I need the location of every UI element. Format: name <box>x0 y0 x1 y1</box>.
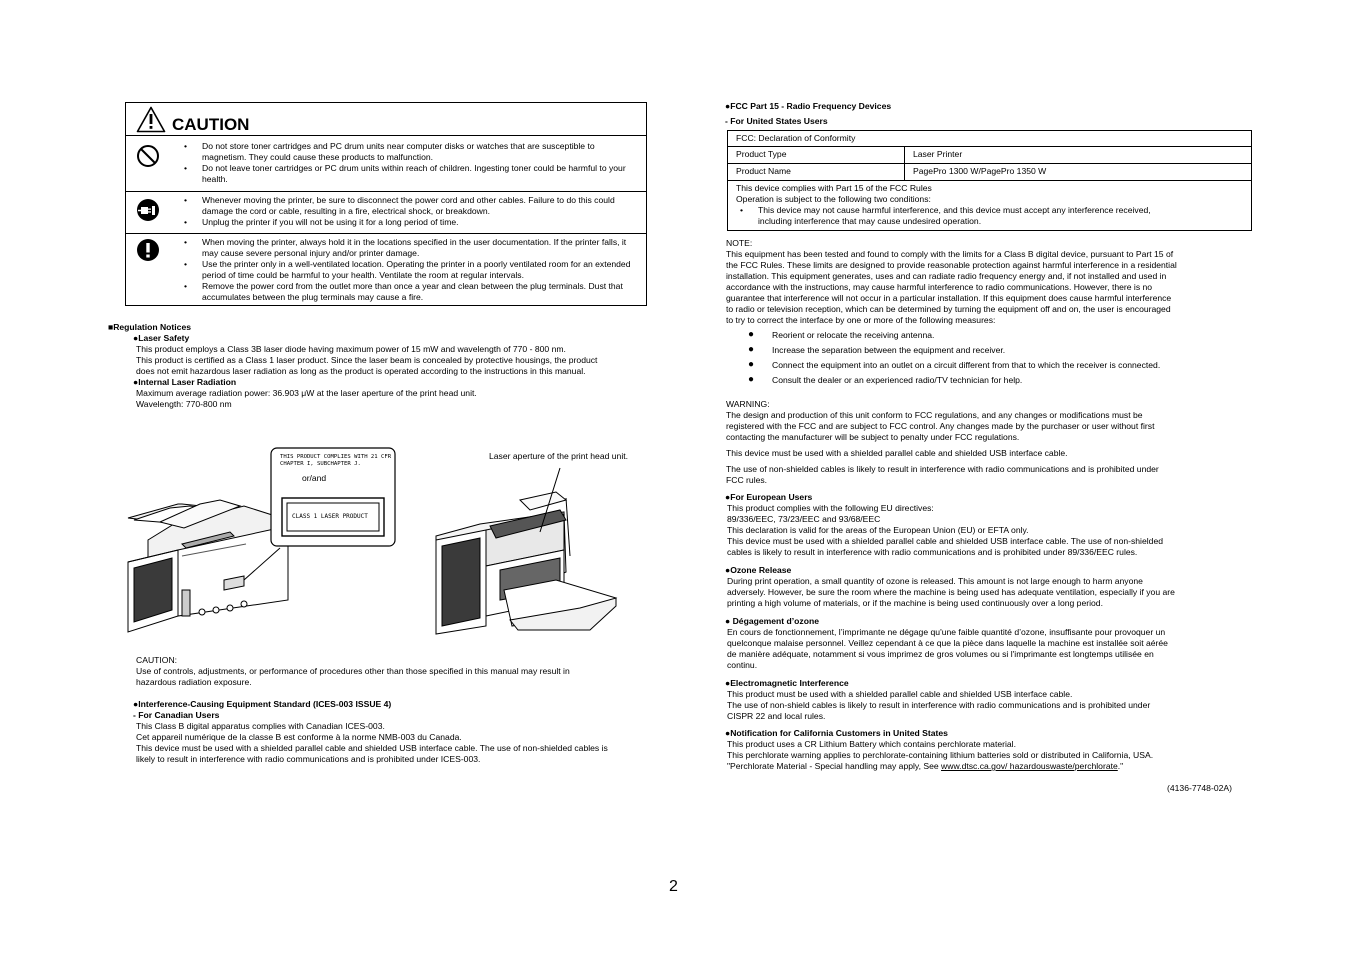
degagement-heading: ● Dégagement d’ozone <box>725 616 820 626</box>
text-line: This device complies with Part 15 of the FCC Rules <box>736 183 932 193</box>
perchlorate-line: "Perchlorate Material - Special handling may apply, See www.dtsc.ca.gov/ hazardouswaste/perchlorate." <box>727 761 1124 771</box>
ices-heading: ●Interference-Causing Equipment Standard (ICES-003 ISSUE 4) <box>133 699 392 709</box>
text-line: Cet appareil numérique de la classe B est conforme à la norme NMB-003 du Canada. <box>136 732 462 742</box>
page-number: 2 <box>669 878 678 895</box>
product-type-value: Laser Printer <box>905 147 1252 164</box>
european-heading: ●For European Users <box>725 492 813 502</box>
dtsc-link[interactable]: www.dtsc.ca.gov/ hazardouswaste/perchlorate <box>941 761 1118 771</box>
fcc-measures-list <box>726 330 1233 390</box>
text-line: This product complies with the following EU directives: <box>727 503 934 513</box>
aperture-caption: Laser aperture of the print head unit. <box>489 451 629 461</box>
california-section <box>725 728 1235 772</box>
text-line: 89/336/EEC, 73/23/EEC and 93/68/EEC <box>727 514 881 524</box>
caution-text-heading: CAUTION: <box>136 655 178 665</box>
text-line: FCC rules. <box>726 475 768 485</box>
text-line: the FCC Rules. These limits are designed to provide reasonable protection against harmful interference in a residential <box>726 260 1177 270</box>
list-item: • Remove the power cord from the outlet more than once a year and clean between the plug terminals. Dust that accumulates between the plug terminals may cause a fire. <box>202 281 646 303</box>
ozone-section <box>725 565 1235 609</box>
text-line: including interference that may cause undesired operation. <box>758 216 982 226</box>
label-line-1: THIS PRODUCT COMPLIES WITH 21 CFR <box>280 454 392 460</box>
fcc-compliance-cell: This device complies with Part 15 of the FCC Rules Operation is subject to the following two conditions: • This device may not cause harmful interference, and this device must accept any interference received, including interference that may cause undesired operation. <box>728 181 1252 231</box>
text-line: accordance with the instructions, may cause harmful interference to radio communications. However, there is no <box>726 282 1153 292</box>
caution-header <box>126 103 646 136</box>
text-line: This device may not cause harmful interference, and this device must accept any interference received, <box>758 205 1151 215</box>
fcc-warning-section <box>726 399 1233 486</box>
fcc-subheading: - For United States Users <box>725 116 828 126</box>
text-line: This perchlorate warning applies to perchlorate-containing lithium batteries sold or distributed in California, USA. <box>727 750 1154 760</box>
product-name-label: Product Name <box>728 164 905 181</box>
european-section <box>725 492 1235 558</box>
list-item: • When moving the printer, always hold it in the locations specified in the user documentation. If the printer falls, it may cause severe personal injury and/or printer damage. <box>202 237 646 259</box>
printer-left-drawing <box>128 500 288 632</box>
regulation-section <box>108 322 668 410</box>
list-item: • Whenever moving the printer, be sure to disconnect the power cord and other cables. Failure to do this could damage the cord or cable, resulting in a fire, electrical shock, or breakdown. <box>202 195 646 217</box>
ices-subheading: - For Canadian Users <box>133 710 220 720</box>
warning-triangle-icon <box>136 106 166 133</box>
fcc-note-section <box>726 238 1233 326</box>
unplug-icon <box>136 198 160 222</box>
list-item: • Use the printer only in a well-ventilated location. Operating the printer in a poorly ventilated room for an extended period of time could be harmful to your health. Ventilate the room at regular intervals. <box>202 259 646 281</box>
text-line: The use of non-shielded cables is likely to result in interference with radio communications and is prohibited under <box>726 464 1159 474</box>
label-class: CLASS 1 LASER PRODUCT <box>292 513 368 520</box>
text-line: contacting the manufacturer will be subject to penalty under FCC regulations. <box>726 432 1020 442</box>
text-line: This device must be used with a shielded parallel cable and shielded USB interface cable. The use of non-shielded <box>727 536 1163 546</box>
text-line: adversely. However, be sure the room where the machine is being used has adequate ventilation, especially if you are <box>727 587 1175 597</box>
list-item: • Unplug the printer if you will not be using it for a long period of time. <box>202 217 646 228</box>
text-line: installation. This equipment generates, uses and can radiate radio frequency energy and, if not installed and used in <box>726 271 1167 281</box>
laser-safety-heading: ●Laser Safety <box>133 333 190 343</box>
text-line: This product uses a CR Lithium Battery which contains perchlorate material. <box>727 739 1016 749</box>
list-item: ● Connect the equipment into an outlet on a circuit different from that to which the receiver is connected. <box>748 359 1161 370</box>
label-or-and: or/and <box>302 473 327 483</box>
fcc-heading: ●FCC Part 15 - Radio Frequency Devices <box>725 101 892 111</box>
ices-section <box>133 699 678 765</box>
caution-box <box>125 102 647 306</box>
text-line: Use of controls, adjustments, or performance of procedures other than those specified in this manual may result in <box>136 666 570 676</box>
internal-laser-heading: ●Internal Laser Radiation <box>133 377 237 387</box>
text-line: En cours de fonctionnement, l’imprimante ne dégage qu'une faible quantité d’ozone, insuffisante pour provoquer un <box>727 627 1166 637</box>
text-line: This declaration is valid for the areas of the European Union (EU) or EFTA only. <box>727 525 1029 535</box>
emi-section <box>725 678 1235 722</box>
caution-row-ventilation <box>126 234 646 309</box>
text-line: Operation is subject to the following two conditions: <box>736 194 931 204</box>
text-line: to try to correct the interface by one or more of the following measures: <box>726 315 996 325</box>
caution-text-section <box>136 655 676 688</box>
ozone-heading: ●Ozone Release <box>725 565 792 575</box>
printer-illustration <box>120 440 660 640</box>
caution-row-storage <box>126 136 646 192</box>
product-name-value: PagePro 1300 W/PagePro 1350 W <box>905 164 1252 181</box>
text-line: quelconque malaise personnel. Veillez cependant à ce que la pièce dans laquelle la machine est installée soit aérée <box>727 638 1168 648</box>
text-line: This product must be used with a shielded parallel cable and shielded USB interface cable. <box>727 689 1073 699</box>
label-compliance-text <box>280 454 391 468</box>
exclamation-icon <box>136 238 160 262</box>
note-heading: NOTE: <box>726 238 753 248</box>
printer-right-drawing <box>436 492 616 634</box>
text-line: The design and production of this unit conform to FCC regulations, and any changes or modifications must be <box>726 410 1143 420</box>
warning-heading: WARNING: <box>726 399 770 409</box>
product-type-label: Product Type <box>728 147 905 164</box>
text-line: During print operation, a small quantity of ozone is released. This amount is not large enough to harm anyone <box>727 576 1143 586</box>
text-line: This Class B digital apparatus complies with Canadian ICES-003. <box>136 721 385 731</box>
text-line: The use of non-shield cables is likely to result in interference with radio communications and is prohibited under <box>727 700 1151 710</box>
text-line: This equipment has been tested and found to comply with the limits for a Class B digital device, pursuant to Part 15 of <box>726 249 1174 259</box>
document-code: (4136-7748-02A) <box>1167 783 1232 793</box>
text-line: This device must be used with a shielded parallel cable and shielded USB interface cable. The use of non-shielded cables is <box>136 743 608 753</box>
text-line: guarantee that interference will not occur in a particular installation. If this equipment does cause harmful interference <box>726 293 1172 303</box>
list-item: • Do not leave toner cartridges or PC drum units within reach of children. Ingesting toner could be harmful to your health. <box>202 163 646 185</box>
text-line: This product employs a Class 3B laser diode having maximum power of 15 mW and wavelength of 770 - 800 nm. <box>136 344 566 354</box>
text-line: hazardous radiation exposure. <box>136 677 252 687</box>
text-line: likely to result in interference with radio communications and is prohibited under ICES-003. <box>136 754 481 764</box>
list-item: ● Consult the dealer or an experienced radio/TV technician for help. <box>748 374 1023 385</box>
regulation-heading: ■Regulation Notices <box>108 322 192 332</box>
fcc-heading-block <box>725 101 891 127</box>
fcc-table-title: FCC: Declaration of Conformity <box>728 131 1252 147</box>
text-line: printing a high volume of materials, or if the machine is being used continuously over a long period. <box>727 598 1103 608</box>
text-line: Wavelength: 770-800 nm <box>136 399 232 409</box>
text-line: does not emit hazardous laser radiation as long as the product is operated according to the instructions in this manual. <box>136 366 586 376</box>
text-line: CISPR 22 and local rules. <box>727 711 826 721</box>
text-line: This product is certified as a Class 1 laser product. Since the laser beam is concealed by protective housings, the product <box>136 355 598 365</box>
text-line: cables is likely to result in interference with radio communications and is prohibited under 89/336/EEC rules. <box>727 547 1138 557</box>
text-line: registered with the FCC and are subject to FCC control. Any changes made by the purchaser or user without first <box>726 421 1155 431</box>
text-line: This device must be used with a shielded parallel cable and shielded USB interface cable. <box>726 448 1068 458</box>
prohibited-icon <box>136 144 160 168</box>
emi-heading: ●Electromagnetic Interference <box>725 678 849 688</box>
text-line: de manière adéquate, notamment si vous imprimez de gros volumes ou si l'imprimante est longtemps utilisée en <box>727 649 1154 659</box>
caution-row-moving <box>126 192 646 234</box>
list-item: ● Reorient or relocate the receiving antenna. <box>748 329 935 340</box>
list-item: ● Increase the separation between the equipment and receiver. <box>748 344 1006 355</box>
degagement-section <box>725 616 1235 671</box>
text-line: Maximum average radiation power: 36.903 μW at the laser aperture of the print head unit. <box>136 388 477 398</box>
caution-title: CAUTION <box>172 115 250 134</box>
text-line: to radio or television reception, which can be determined by turning the equipment off and on, the user is encouraged <box>726 304 1171 314</box>
label-line-2: CHAPTER I, SUBCHAPTER J. <box>280 461 361 467</box>
list-item: • Do not store toner cartridges and PC drum units near computer disks or watches that are susceptible to magnetism. They could cause these products to malfunction. <box>202 141 646 163</box>
california-heading: ●Notification for California Customers in United States <box>725 728 948 738</box>
text-line: continu. <box>727 660 758 670</box>
fcc-declaration-table <box>727 130 1252 231</box>
